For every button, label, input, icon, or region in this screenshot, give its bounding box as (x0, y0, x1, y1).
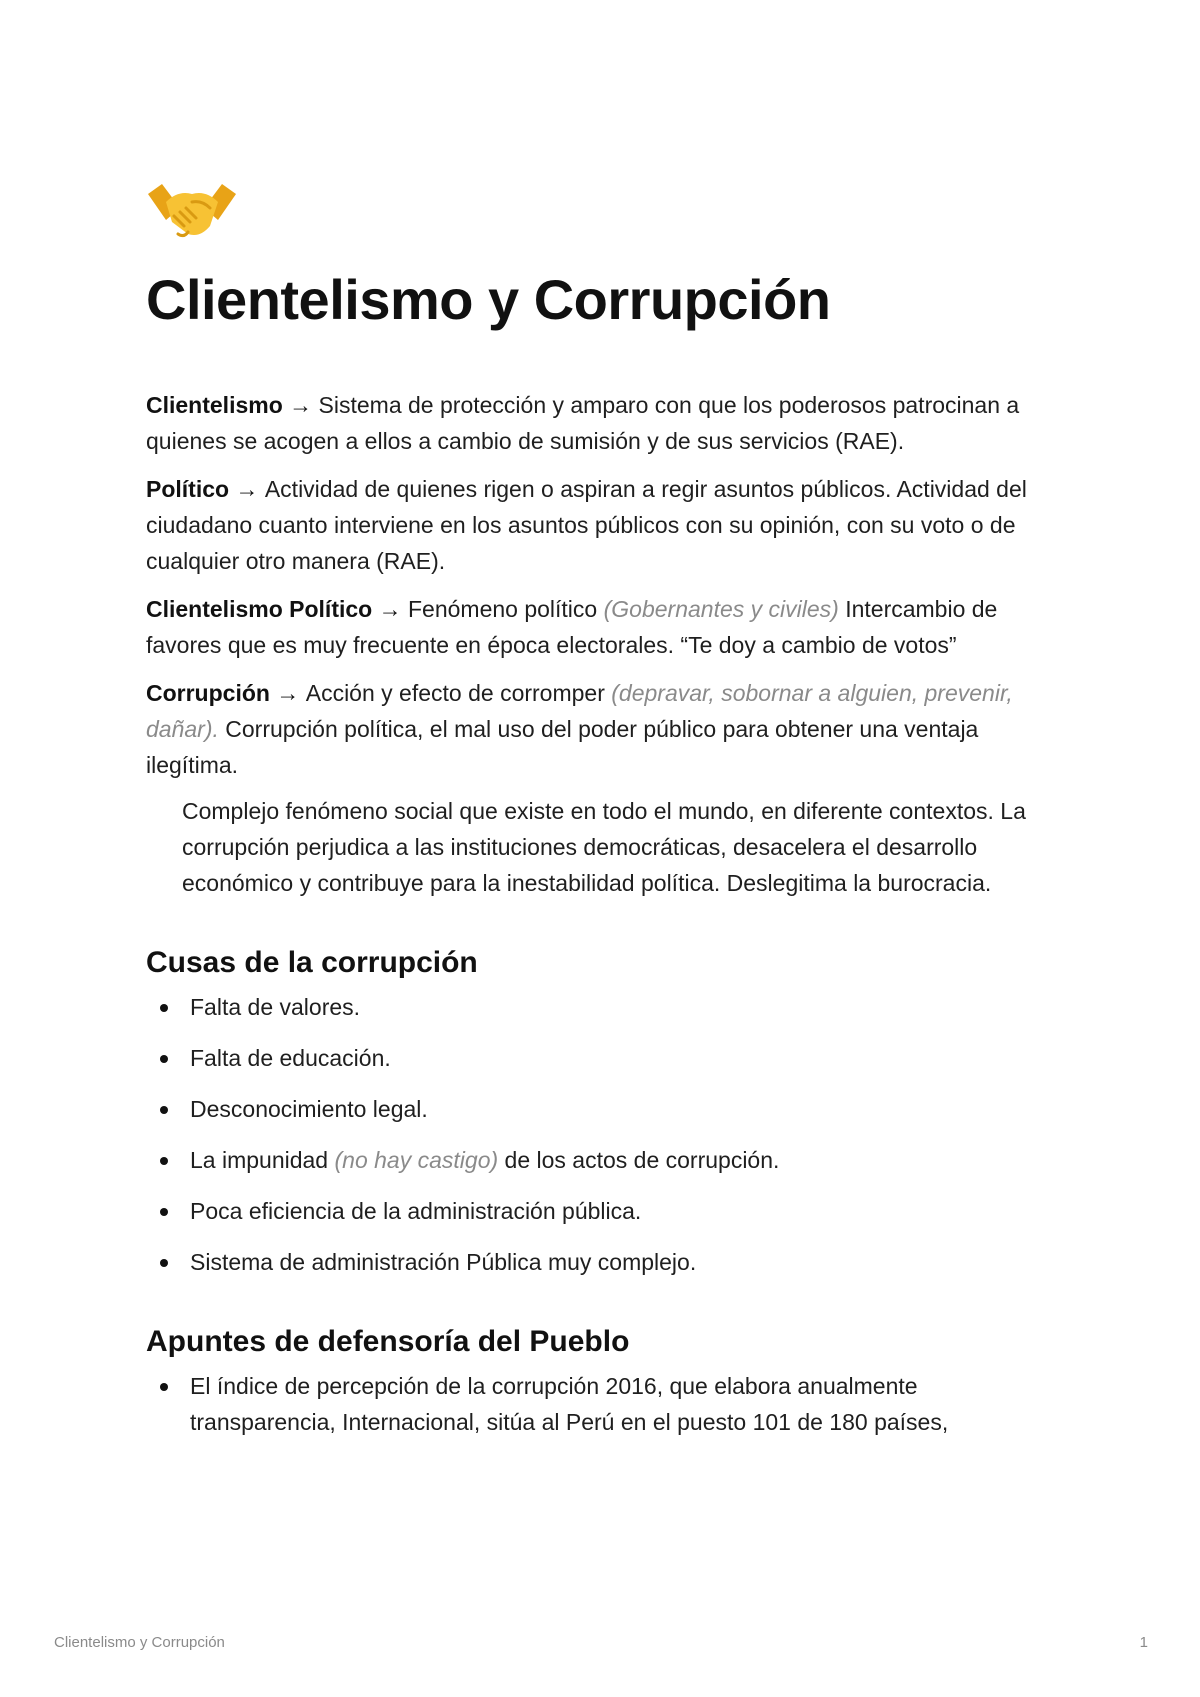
list-item-aside: (no hay castigo) (334, 1147, 499, 1174)
definition-aside: (depravar, sobornar a alguien, prevenir, dañar). (146, 680, 1013, 743)
definition-text: Sistema de protección y amparo con que los poderosos patrocinan a quienes se acogen a ellos a cambio de sumisión y de sus servicios (RAE). (146, 392, 1020, 455)
document-page (146, 168, 1056, 1455)
list-item-text: Poca eficiencia de la administración pública. (190, 1198, 642, 1225)
definition-text-continued: Corrupción política, el mal uso del poder público para obtener una ventaja ilegítima. (146, 716, 979, 779)
definition-politico (146, 471, 1056, 579)
list-item-text: Falta de educación. (190, 1045, 391, 1072)
section-heading-notes: Apuntes de defensoría del Pueblo (146, 1325, 630, 1359)
definition-term: Corrupción → (146, 680, 306, 707)
definition-text-continued: Intercambio de favores que es muy frecuente en época electorales. “Te doy a cambio de votos” (146, 596, 998, 659)
definition-text: Fenómeno político (407, 596, 604, 623)
notes-list (146, 1368, 1056, 1440)
bullet-icon (160, 1259, 168, 1267)
list-item-text-continued: de los actos de corrupción. (498, 1147, 780, 1174)
definition-term: Político → (146, 476, 265, 503)
definition-aside: (Gobernantes y civiles) (603, 596, 839, 623)
list-item (146, 1142, 1056, 1178)
list-item-text: Sistema de administración Pública muy complejo. (190, 1249, 697, 1276)
list-item (146, 1091, 1056, 1127)
definition-corrupcion (146, 675, 1056, 783)
page-title: Clientelismo y Corrupción (146, 268, 831, 331)
list-item-text: Falta de valores. (190, 994, 361, 1021)
bullet-icon (160, 1383, 168, 1391)
bullet-icon (160, 1157, 168, 1165)
indented-paragraph: Complejo fenómeno social que existe en todo el mundo, en diferente contextos. La corrupción perjudica a las instituciones democráticas, desacelera el desarrollo económico y contribuye para la inestabilidad política. Deslegitima la burocracia. (182, 798, 1026, 897)
footer-document-title: Clientelismo y Corrupción (54, 1634, 225, 1651)
bullet-icon (160, 1106, 168, 1114)
bullet-icon (160, 1004, 168, 1012)
definition-text: Acción y efecto de corromper (305, 680, 612, 707)
list-item (146, 1368, 1056, 1440)
definition-clientelismo-politico (146, 591, 1056, 663)
list-item (146, 1193, 1056, 1229)
list-item (146, 1040, 1056, 1076)
list-item-text: Desconocimiento legal. (190, 1096, 428, 1123)
list-item (146, 989, 1056, 1025)
definition-term: Clientelismo → (146, 392, 319, 419)
bullet-icon (160, 1055, 168, 1063)
definition-text: Actividad de quienes rigen o aspiran a regir asuntos públicos. Actividad del ciudadano cuanto interviene en los asuntos públicos con su opinión, con su voto o de cualquier otro manera (RAE). (146, 476, 1027, 575)
definition-term: Clientelismo Político → (146, 596, 408, 623)
list-item-text: La impunidad (190, 1147, 335, 1174)
list-item (146, 1244, 1056, 1280)
section-heading-causes: Cusas de la corrupción (146, 946, 478, 980)
footer-page-number: 1 (1139, 1634, 1148, 1651)
list-item-text: El índice de percepción de la corrupción 2016, que elabora anualmente transparencia, Internacional, sitúa al Perú en el puesto 101 de 180 países, (190, 1373, 949, 1436)
handshake-icon (144, 168, 240, 248)
definition-clientelismo (146, 387, 1056, 459)
bullet-icon (160, 1208, 168, 1216)
causes-list (146, 989, 1056, 1280)
